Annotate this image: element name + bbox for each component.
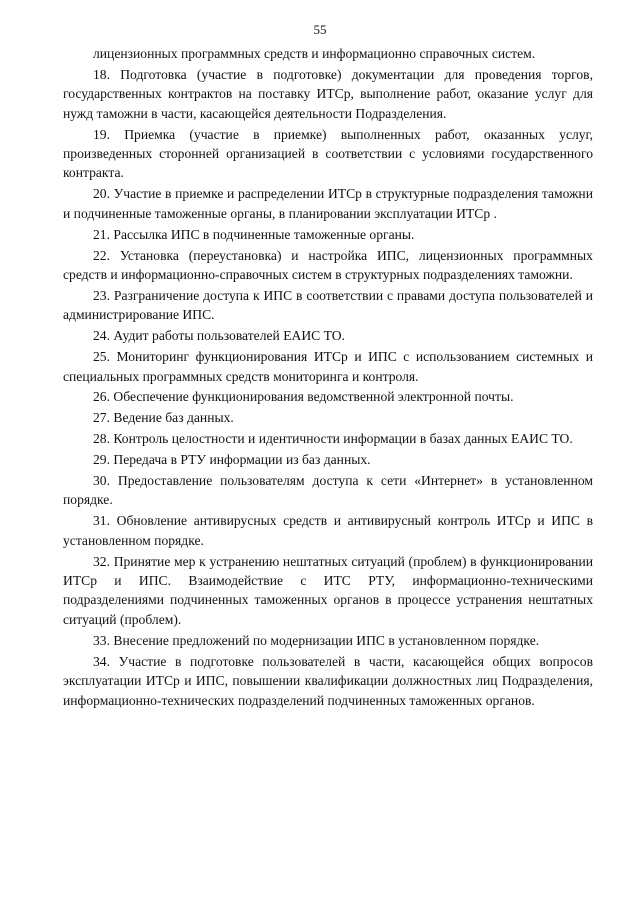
item-text: Внесение предложений по модернизации ИПС в установленном порядке. — [113, 632, 540, 648]
item-text: Предоставление пользователям доступа к сети «Интернет» в установленном порядке. — [63, 473, 593, 508]
item-number: 28. — [93, 431, 110, 447]
item-text: Участие в подготовке пользователей в части, касающейся общих вопросов эксплуатации ИТСр и ИПС, повышении квалификации должностных лиц Подразделения, информационно-технических подразделений подчиненных таможенных органов. — [63, 653, 593, 708]
list-item — [63, 225, 593, 244]
item-text: Контроль целостности и идентичности информации в базах данных ЕАИС ТО. — [113, 431, 573, 447]
item-number: 22. — [93, 247, 110, 263]
list-item — [63, 631, 593, 650]
paragraph-text: лицензионных программных средств и информационно справочных систем. — [93, 46, 536, 61]
item-number: 27. — [93, 410, 110, 426]
item-text: Обновление антивирусных средств и антивирусный контроль ИТСр и ИПС в установленном порядке. — [63, 513, 593, 548]
list-item — [63, 511, 593, 550]
list-item — [63, 326, 593, 345]
item-text: Разграничение доступа к ИПС в соответствии с правами доступа пользователей и администрирование ИПС. — [63, 287, 593, 323]
item-text: Ведение баз данных. — [113, 410, 234, 426]
page-number: 55 — [313, 22, 327, 37]
item-number: 29. — [93, 452, 110, 468]
list-item — [63, 125, 593, 183]
item-text: Подготовка (участие в подготовке) документации для проведения торгов, государственных контрактов на поставку ИТСр, выполнение работ, оказание услуг для нужд таможни в части, касающейся деятельности Подразделения. — [63, 66, 593, 121]
item-number: 26. — [93, 389, 110, 405]
item-text: Рассылка ИПС в подчиненные таможенные органы. — [113, 226, 415, 242]
list-item — [63, 246, 593, 285]
item-number: 24. — [93, 328, 110, 344]
item-number: 19. — [93, 126, 110, 142]
item-text: Мониторинг функционирования ИТСр и ИПС с использованием системных и специальных программных средств мониторинга и контроля. — [63, 349, 593, 384]
list-item — [63, 387, 593, 406]
item-number: 32. — [93, 553, 110, 569]
item-number: 20. — [93, 186, 110, 202]
list-item — [63, 347, 593, 386]
list-item — [63, 65, 593, 123]
list-item — [63, 408, 593, 427]
item-number: 33. — [93, 632, 110, 648]
item-number: 23. — [93, 287, 110, 303]
item-number: 25. — [93, 349, 110, 365]
list-item — [63, 429, 593, 448]
item-text: Установка (переустановка) и настройка ИПС, лицензионных программных средств и информационно-справочных систем в структурных подразделениях таможни. — [63, 247, 593, 282]
item-number: 34. — [93, 653, 110, 669]
item-text: Обеспечение функционирования ведомственной электронной почты. — [113, 389, 514, 405]
list-item — [63, 552, 593, 630]
document-body — [63, 44, 593, 711]
item-number: 30. — [93, 473, 110, 489]
list-item — [63, 450, 593, 469]
item-number: 18. — [93, 66, 110, 82]
list-item — [63, 184, 593, 223]
item-text: Принятие мер к устранению нештатных ситуаций (проблем) в функционировании ИТСр и ИПС. Взаимодействие с ИТС РТУ, информационно-техническими подразделениями подчиненных таможенных органов в процессе устранения нештатных ситуаций (проблем). — [63, 553, 593, 627]
item-number: 31. — [93, 513, 110, 529]
item-text: Передача в РТУ информации из баз данных. — [113, 452, 371, 468]
paragraph-continuation — [63, 44, 593, 63]
item-number: 21. — [93, 226, 110, 242]
item-text: Аудит работы пользователей ЕАИС ТО. — [113, 328, 345, 344]
list-item — [63, 652, 593, 710]
list-item — [63, 286, 593, 325]
list-item — [63, 471, 593, 510]
item-text: Участие в приемке и распределении ИТСр в структурные подразделения таможни и подчиненные таможенные органы, в планировании эксплуатации ИТСр . — [63, 186, 593, 221]
item-text: Приемка (участие в приемке) выполненных работ, оказанных услуг, произведенных сторонней организацией в соответствии с условиями государственного контракта. — [63, 126, 594, 181]
